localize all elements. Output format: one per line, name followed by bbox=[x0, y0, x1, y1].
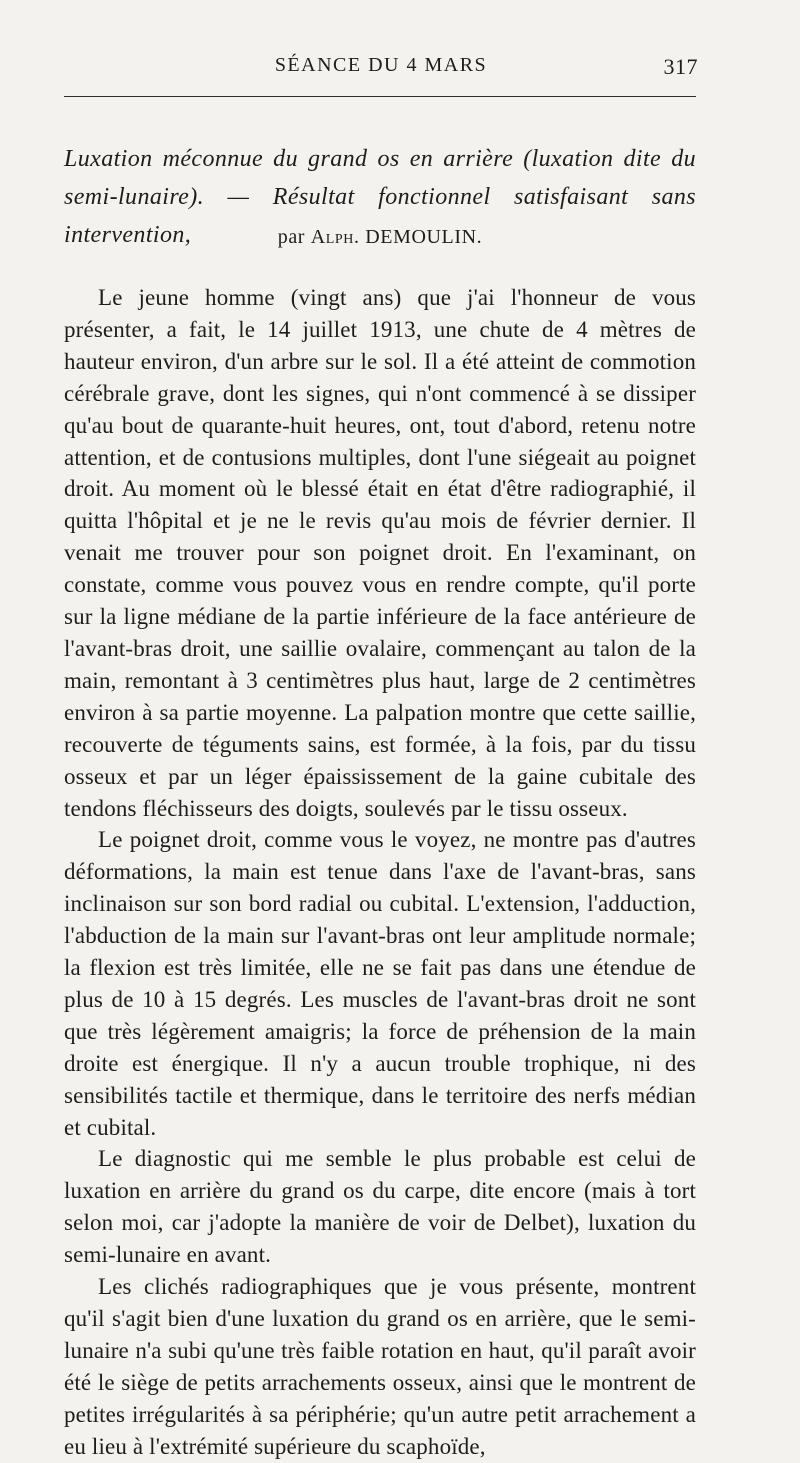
author-initial: Alph. bbox=[310, 226, 360, 248]
article-byline bbox=[64, 226, 696, 249]
paragraph-3: Le diagnostic qui me semble le plus probable est celui de luxation en arrière du grand os du carpe, dite encore (mais à tort selon moi, car j'adopte la manière de voir de Delbet), luxation du semi-lunaire en avant. bbox=[64, 1146, 696, 1268]
article-title: Luxation méconnue du grand os en arrière (luxation dite du semi-lunaire). — Résultat fonctionnel satisfaisant sans intervention, bbox=[64, 146, 696, 248]
page-number: 317 bbox=[663, 54, 698, 79]
author-name: DEMOULIN. bbox=[365, 226, 483, 248]
running-title: SÉANCE DU 4 MARS bbox=[274, 54, 488, 76]
article-body bbox=[64, 282, 696, 1463]
byline-prefix: par bbox=[277, 226, 306, 248]
running-header bbox=[64, 50, 698, 86]
header-rule bbox=[64, 96, 696, 97]
paragraph-4: Les clichés radiographiques que je vous présente, montrent qu'il s'agit bien d'une luxation du grand os en arrière, que le semi-lunaire n'a subi qu'une très faible rotation en haut, qu'il paraît avoir été le siège de petits arrachements osseux, ainsi que le montrent de petites irrégularités à sa périphérie; qu'un autre petit arrachement a eu lieu à l'extrémité supérieure du scaphoïde, bbox=[64, 1274, 696, 1459]
paragraph-1: Le jeune homme (vingt ans) que j'ai l'honneur de vous présenter, a fait, le 14 juillet 1913, une chute de 4 mètres de hauteur environ, d'un arbre sur le sol. Il a été atteint de commotion cérébrale grave, dont les signes, qui n'ont commencé à se dissiper qu'au bout de quarante-huit heures, ont, tout d'abord, retenu notre attention, et de contusions multiples, dont l'une siégeait au poignet droit. Au moment où le blessé était en état d'être radiographié, il quitta l'hôpital et je ne le revis qu'au mois de février dernier. Il venait me trouver pour son poignet droit. En l'examinant, on constate, comme vous pouvez vous en rendre compte, qu'il porte sur la ligne médiane de la partie inférieure de la face antérieure de l'avant-bras droit, une saillie ovalaire, commençant au talon de la main, remontant à 3 centimètres plus haut, large de 2 centimètres environ à sa partie moyenne. La palpation montre que cette saillie, recouverte de téguments sains, est formée, à la fois, par du tissu osseux et par un léger épaississement de la gaine cubitale des tendons fléchisseurs des doigts, soulevés par le tissu osseux. bbox=[64, 285, 696, 821]
paragraph-2: Le poignet droit, comme vous le voyez, ne montre pas d'autres déformations, la main est tenue dans l'axe de l'avant-bras, sans inclinaison sur son bord radial ou cubital. L'extension, l'adduction, l'abduction de la main sur l'avant-bras ont leur amplitude normale; la flexion est très limitée, elle ne se fait pas dans une étendue de plus de 10 à 15 degrés. Les muscles de l'avant-bras droit ne sont que très légèrement amaigris; la force de préhension de la main droite est énergique. Il n'y a aucun trouble trophique, ni des sensibilités tactile et thermique, dans le territoire des nerfs médian et cubital. bbox=[64, 827, 696, 1140]
